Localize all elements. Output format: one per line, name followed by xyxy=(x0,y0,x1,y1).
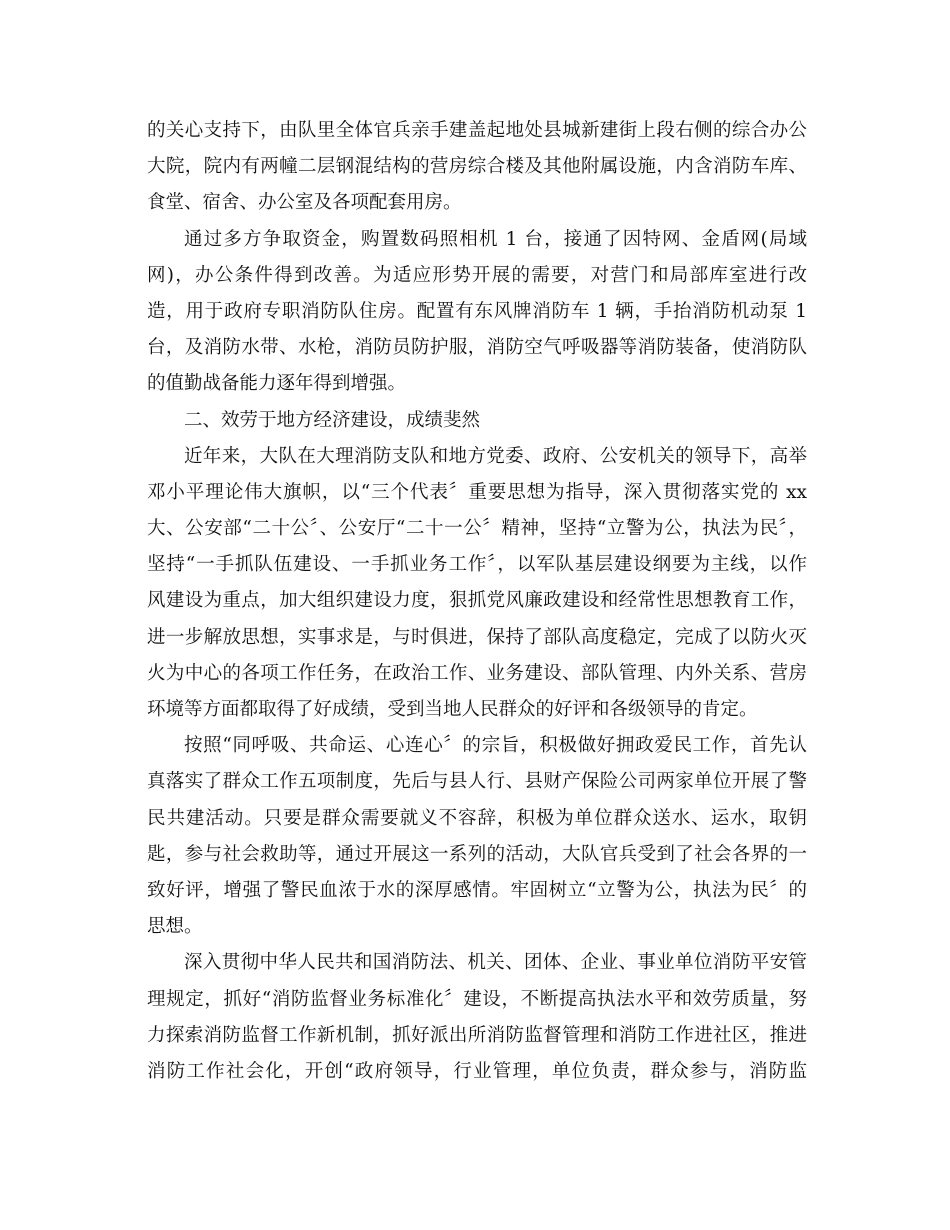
text-line: 的值勤战备能力逐年得到增强。 xyxy=(147,373,407,395)
text-line: 致好评，增强了警民血浓于水的深厚感情。牢固树立“立警为公，执法为民〞的 xyxy=(147,879,807,901)
text-line: 近年来，大队在大理消防支队和地方党委、政府、公安机关的领导下，高举 xyxy=(184,445,807,467)
text-line: 坚持“一手抓队伍建设、一手抓业务工作〞，以军队基层建设纲要为主线，以作 xyxy=(147,554,807,576)
text-line: 理规定，抓好“消防监督业务标准化〞建设，不断提高执法水平和效劳质量，努 xyxy=(147,988,807,1010)
text-line: 火为中心的各项工作任务，在政治工作、业务建设、部队管理、内外关系、营房 xyxy=(147,662,807,684)
text-line: 邓小平理论伟大旗帜，以“三个代表〞重要思想为指导，深入贯彻落实党的 xx xyxy=(147,481,807,503)
text-line: 真落实了群众工作五项制度，先后与县人行、县财产保险公司两家单位开展了警 xyxy=(147,771,807,793)
text-line: 环境等方面都取得了好成绩，受到当地人民群众的好评和各级领导的肯定。 xyxy=(147,699,758,720)
text-line: 大院，院内有两幢二层钢混结构的营房综合楼及其他附属设施，内含消防车库、 xyxy=(147,156,807,178)
text-line: 进一步解放思想，实事求是，与时俱进，保持了部队高度稳定，完成了以防火灭 xyxy=(147,626,807,648)
text-line: 风建设为重点，加大组织建设力度，狠抓党风廉政建设和经常性思想教育工作， xyxy=(147,590,807,612)
text-line: 网)，办公条件得到改善。为适应形势开展的需要，对营门和局部库室进行改 xyxy=(147,264,807,286)
text-line: 台，及消防水带、水枪，消防员防护服，消防空气呼吸器等消防装备，使消防队 xyxy=(147,337,807,359)
text-line: 思想。 xyxy=(147,916,203,938)
text-line: 食堂、宿舍、办公室及各项配套用房。 xyxy=(147,192,462,214)
text-line: 匙，参与社会救助等，通过开展这一系列的活动，大队官兵受到了社会各界的一 xyxy=(147,843,807,865)
text-line: 消防工作社会化，开创“政府领导，行业管理，单位负责，群众参与，消防监 xyxy=(147,1060,807,1082)
text-line: 按照“同呼吸、共命运、心连心〞的宗旨，积极做好拥政爱民工作，首先认 xyxy=(184,735,807,757)
text-line: 的关心支持下，由队里全体官兵亲手建盖起地处县城新建街上段右侧的综合办公 xyxy=(147,120,807,141)
text-line: 造，用于政府专职消防队住房。配置有东风牌消防车 1 辆，手抬消防机动泵 1 xyxy=(147,300,807,322)
section-heading: 二、效劳于地方经济建设，成绩斐然 xyxy=(184,409,481,431)
text-line: 大、公安部“二十公〞、公安厅“二十一公〞精神，坚持“立警为公，执法为民〞， xyxy=(147,518,807,540)
text-line: 力探索消防监督工作新机制，抓好派出所消防监督管理和消防工作进社区，推进 xyxy=(147,1024,807,1046)
document-body xyxy=(147,113,807,1090)
text-line: 通过多方争取资金，购置数码照相机 1 台，接通了因特网、金盾网(局域 xyxy=(184,228,807,250)
text-line: 深入贯彻中华人民共和国消防法、机关、团体、企业、事业单位消防平安管 xyxy=(184,952,807,974)
text-line: 民共建活动。只要是群众需要就义不容辞，积极为单位群众送水、运水，取钥 xyxy=(147,807,807,829)
